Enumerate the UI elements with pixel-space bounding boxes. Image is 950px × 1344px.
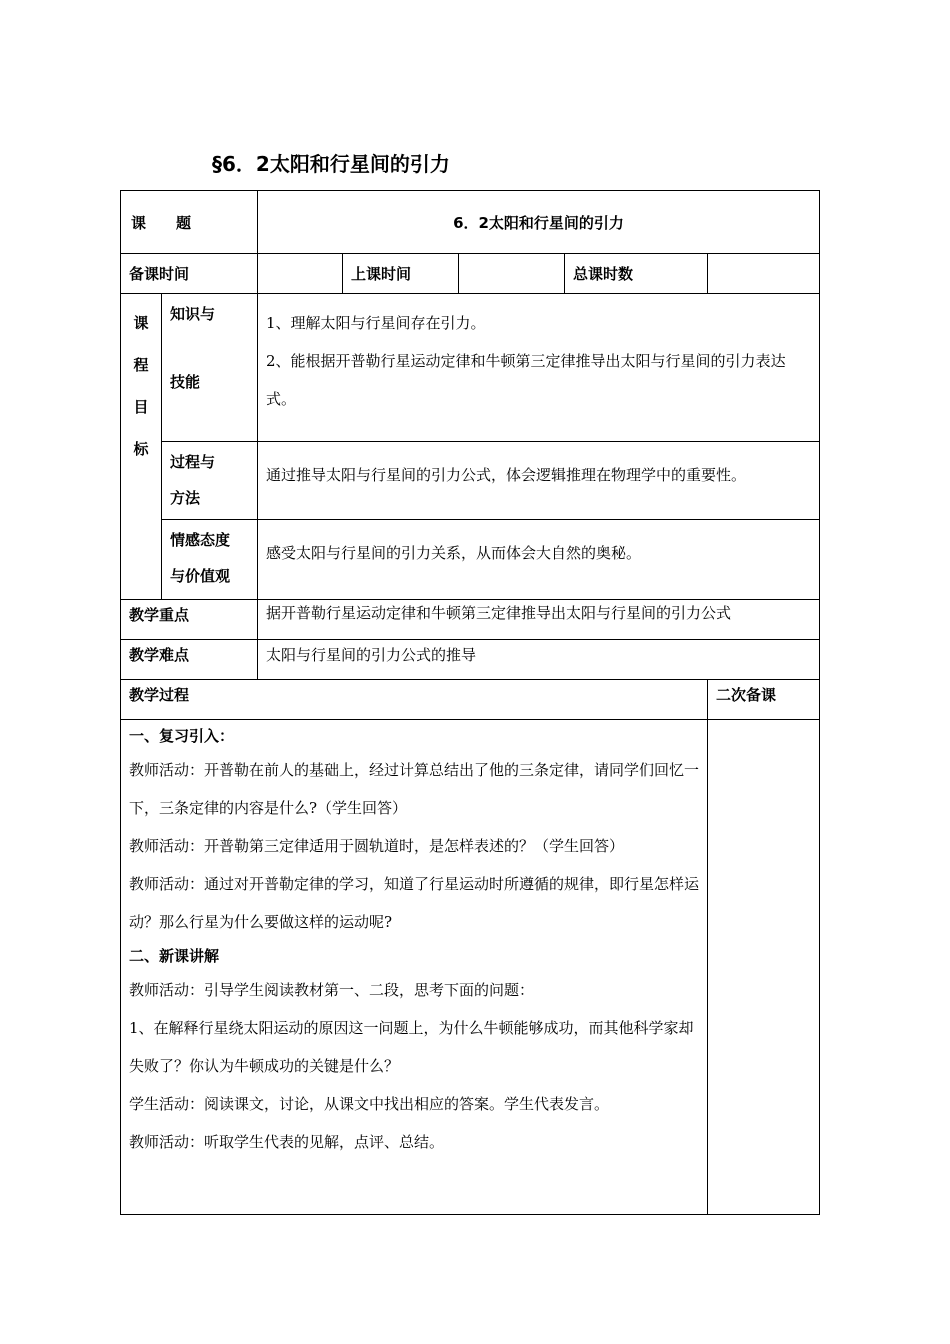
teaching-process-label: 教学过程 (121, 680, 708, 720)
total-hours-value (708, 254, 820, 294)
class-time-label: 上课时间 (343, 254, 459, 294)
emotion-row (121, 520, 820, 600)
lesson-plan-table (120, 190, 820, 1215)
topic-value: 6．2太阳和行星间的引力 (258, 191, 820, 254)
process-method-label: 过程与 方法 (162, 442, 258, 520)
teaching-process-content: 一、复习引入： 教师活动：开普勒在前人的基础上，经过计算总结出了他的三条定律，请同学们回忆一下，三条定律的内容是什么?（学生回答） 教师活动：开普勒第三定律适用于圆轨道时，是怎样表述的？（学生回答） 教师活动：通过对开普勒定律的学习，知道了行星运动时所遵循的规律，即行星怎样运动？那么行星为什么要做这样的运动呢? 二、新课讲解 教师活动：引导学生阅读教材第一、二段，思考下面的问题： 1、在解释行星绕太阳运动的原因这一问题上，为什么牛顿能够成功，而其他科学家却失败了？你认为牛顿成功的关键是什么？ 学生活动：阅读课文，讨论，从课文中找出相应的答案。学生代表发言。 教师活动：听取学生代表的见解，点评、总结。 (121, 720, 708, 1215)
time-row (121, 254, 820, 294)
prep-time-label: 备课时间 (121, 254, 258, 294)
topic-label: 课 题 (121, 191, 258, 254)
difficulty-row (121, 640, 820, 680)
process-body-row (121, 720, 820, 1215)
second-prep-content (708, 720, 820, 1215)
total-hours-label: 总课时数 (565, 254, 708, 294)
knowledge-row (121, 294, 820, 442)
difficulty-label: 教学难点 (121, 640, 258, 680)
second-prep-label: 二次备课 (708, 680, 820, 720)
knowledge-text: 1、理解太阳与行星间存在引力。 2、能根据开普勒行星运动定律和牛顿第三定律推导出太阳与行星间的引力表达式。 (258, 294, 820, 442)
class-time-value (459, 254, 565, 294)
process-method-row (121, 442, 820, 520)
prep-time-value (258, 254, 343, 294)
process-method-text: 通过推导太阳与行星间的引力公式，体会逻辑推理在物理学中的重要性。 (258, 442, 820, 520)
process-header-row (121, 680, 820, 720)
key-point-label: 教学重点 (121, 600, 258, 640)
key-point-text: 据开普勒行星运动定律和牛顿第三定律推导出太阳与行星间的引力公式 (258, 600, 820, 640)
topic-row (121, 191, 820, 254)
emotion-text: 感受太阳与行星间的引力关系，从而体会大自然的奥秘。 (258, 520, 820, 600)
page-title: §6．2太阳和行星间的引力 (212, 152, 450, 176)
objectives-label: 课 程 目 标 (121, 294, 162, 600)
knowledge-label: 知识与 技能 (162, 294, 258, 442)
key-point-row (121, 600, 820, 640)
emotion-label: 情感态度 与价值观 (162, 520, 258, 600)
difficulty-text: 太阳与行星间的引力公式的推导 (258, 640, 820, 680)
